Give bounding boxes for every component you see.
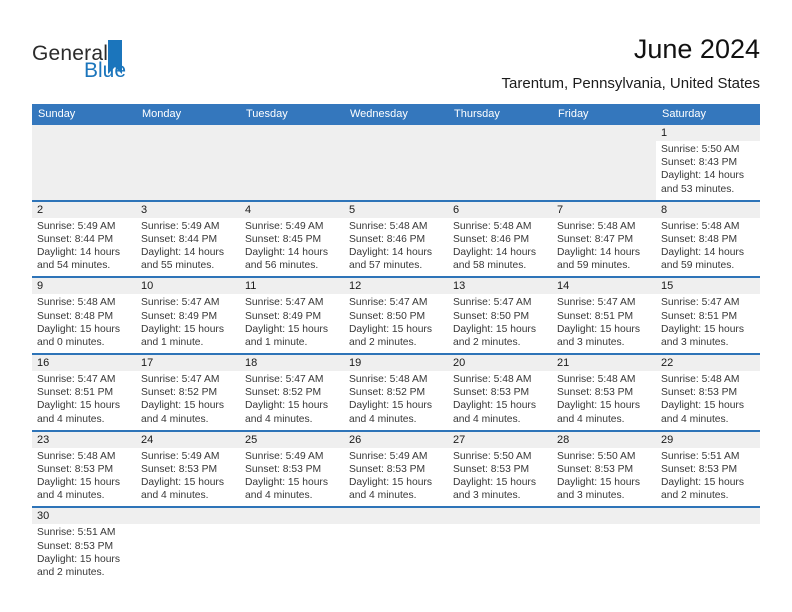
daylight-text: Daylight: 15 hours and 4 minutes. [37,477,120,502]
day-cell-23 [32,432,136,507]
day-cell-empty [136,508,240,583]
sunrise-text: Sunrise: 5:48 AM [661,220,740,232]
sunrise-text: Sunrise: 5:49 AM [141,450,220,462]
sunrise-text: Sunrise: 5:48 AM [557,220,636,232]
day-details [552,371,656,430]
day-number: 14 [557,280,570,293]
day-cell-9 [32,278,136,353]
weekday-header-row [32,104,760,125]
day-number-strip [448,355,552,371]
sunrise-text: Sunrise: 5:48 AM [453,374,532,386]
day-number: 21 [557,357,570,370]
day-number: 7 [557,203,564,216]
day-number-strip [656,508,760,524]
general-blue-logo [32,42,162,96]
day-number-strip [656,202,760,218]
day-number: 13 [453,280,466,293]
day-cell-empty [136,125,240,200]
day-cell-7 [552,202,656,277]
day-details [240,218,344,277]
daylight-text: Daylight: 15 hours and 2 minutes. [349,323,432,348]
weekday-header-sunday: Sunday [38,108,76,120]
sunrise-text: Sunrise: 5:48 AM [557,374,636,386]
day-cell-empty [552,508,656,583]
sunset-text: Sunset: 8:49 PM [141,310,218,322]
daylight-text: Daylight: 15 hours and 4 minutes. [557,400,640,425]
day-details [344,448,448,507]
logo-text-general: General [32,42,109,65]
day-number-strip [344,508,448,524]
day-number-strip [240,508,344,524]
day-number: 11 [245,280,257,293]
daylight-text: Daylight: 15 hours and 4 minutes. [453,400,536,425]
day-cell-25 [240,432,344,507]
day-cell-11 [240,278,344,353]
day-number-strip [448,202,552,218]
daylight-text: Daylight: 15 hours and 3 minutes. [557,323,640,348]
day-cell-1 [656,125,760,200]
day-number-strip [448,278,552,294]
day-details [240,294,344,353]
day-cell-26 [344,432,448,507]
week-row-5 [32,430,760,507]
sunset-text: Sunset: 8:53 PM [661,463,738,475]
day-cell-28 [552,432,656,507]
day-number: 19 [349,357,362,370]
day-number-strip [32,508,136,524]
sunrise-text: Sunrise: 5:48 AM [661,374,740,386]
day-number: 15 [661,280,674,293]
day-cell-17 [136,355,240,430]
day-cell-5 [344,202,448,277]
day-cell-27 [448,432,552,507]
sunset-text: Sunset: 8:48 PM [661,233,738,245]
sunset-text: Sunset: 8:53 PM [37,540,114,552]
day-number-strip [552,202,656,218]
day-number-strip [344,202,448,218]
sunrise-text: Sunrise: 5:48 AM [37,450,116,462]
daylight-text: Daylight: 15 hours and 4 minutes. [141,400,224,425]
day-details [344,294,448,353]
day-cell-29 [656,432,760,507]
sunrise-text: Sunrise: 5:51 AM [661,450,740,462]
sunrise-text: Sunrise: 5:49 AM [245,220,324,232]
daylight-text: Daylight: 14 hours and 54 minutes. [37,247,120,272]
day-number-strip [344,355,448,371]
day-cell-4 [240,202,344,277]
day-number-strip [32,278,136,294]
weekday-header-wednesday: Wednesday [350,108,408,120]
day-number: 6 [453,203,460,216]
daylight-text: Daylight: 15 hours and 2 minutes. [453,323,536,348]
daylight-text: Daylight: 15 hours and 0 minutes. [37,323,120,348]
sunrise-text: Sunrise: 5:48 AM [453,220,532,232]
daylight-text: Daylight: 14 hours and 57 minutes. [349,247,432,272]
day-details [448,371,552,430]
day-number-strip [32,202,136,218]
day-number-strip [656,432,760,448]
calendar [32,104,760,583]
day-details [448,294,552,353]
day-number-strip [32,432,136,448]
week-row-4 [32,353,760,430]
day-number: 1 [661,127,668,139]
daylight-text: Daylight: 15 hours and 4 minutes. [37,400,120,425]
day-cell-21 [552,355,656,430]
sunset-text: Sunset: 8:44 PM [141,233,218,245]
month-title: June 2024 [633,34,760,64]
location-subtitle: Tarentum, Pennsylvania, United States [501,75,760,93]
daylight-text: Daylight: 14 hours and 59 minutes. [557,247,640,272]
day-details [344,218,448,277]
title-block [162,34,760,92]
day-number-strip [32,125,136,141]
day-details [448,448,552,507]
sunrise-text: Sunrise: 5:47 AM [141,297,220,309]
day-number-strip [552,508,656,524]
day-details [240,371,344,430]
sunset-text: Sunset: 8:51 PM [661,310,738,322]
sunset-text: Sunset: 8:46 PM [453,233,530,245]
day-number: 23 [37,433,50,446]
weekday-header-saturday: Saturday [662,108,707,120]
day-number-strip [448,432,552,448]
sunset-text: Sunset: 8:43 PM [661,157,738,169]
sunrise-text: Sunrise: 5:50 AM [453,450,532,462]
sunset-text: Sunset: 8:53 PM [453,463,530,475]
calendar-grid [32,125,760,583]
sunset-text: Sunset: 8:53 PM [453,387,530,399]
day-cell-6 [448,202,552,277]
day-cell-empty [32,125,136,200]
day-number-strip [136,508,240,524]
day-details [32,371,136,430]
day-cell-16 [32,355,136,430]
day-number-strip [656,355,760,371]
day-cell-empty [552,125,656,200]
day-number-strip [136,202,240,218]
day-cell-24 [136,432,240,507]
day-cell-2 [32,202,136,277]
sunset-text: Sunset: 8:53 PM [661,387,738,399]
sunrise-text: Sunrise: 5:49 AM [349,450,428,462]
sunrise-text: Sunrise: 5:47 AM [661,297,740,309]
sunset-text: Sunset: 8:51 PM [557,310,634,322]
daylight-text: Daylight: 15 hours and 4 minutes. [661,400,744,425]
day-details [552,294,656,353]
day-number-strip [656,278,760,294]
day-number: 26 [349,433,362,446]
daylight-text: Daylight: 15 hours and 4 minutes. [141,477,224,502]
sunrise-text: Sunrise: 5:49 AM [141,220,220,232]
day-number-strip [552,432,656,448]
sunrise-text: Sunrise: 5:47 AM [141,374,220,386]
day-number-strip [32,355,136,371]
daylight-text: Daylight: 15 hours and 4 minutes. [349,477,432,502]
day-cell-10 [136,278,240,353]
sunset-text: Sunset: 8:53 PM [557,387,634,399]
day-number-strip [240,355,344,371]
day-cell-empty [344,125,448,200]
sunset-text: Sunset: 8:50 PM [349,310,426,322]
day-details [552,218,656,277]
day-number-strip [344,125,448,141]
day-cell-empty [240,508,344,583]
sunset-text: Sunset: 8:53 PM [37,463,114,475]
day-number-strip [448,125,552,141]
week-row-1 [32,125,760,200]
day-details [32,524,136,583]
sunset-text: Sunset: 8:53 PM [349,463,426,475]
daylight-text: Daylight: 15 hours and 4 minutes. [245,400,328,425]
day-number: 29 [661,433,674,446]
day-number: 3 [141,203,148,216]
weekday-header-tuesday: Tuesday [246,108,288,120]
day-number: 5 [349,203,356,216]
daylight-text: Daylight: 15 hours and 1 minute. [141,323,224,348]
sunrise-text: Sunrise: 5:47 AM [557,297,636,309]
day-number-strip [552,355,656,371]
day-cell-19 [344,355,448,430]
day-details [656,448,760,507]
day-cell-30 [32,508,136,583]
sunrise-text: Sunrise: 5:50 AM [661,144,740,155]
day-details [136,371,240,430]
daylight-text: Daylight: 15 hours and 4 minutes. [349,400,432,425]
sunrise-text: Sunrise: 5:50 AM [557,450,636,462]
day-details [136,218,240,277]
day-number-strip [240,125,344,141]
day-number: 27 [453,433,466,446]
day-cell-18 [240,355,344,430]
sunrise-text: Sunrise: 5:51 AM [37,527,116,539]
day-cell-3 [136,202,240,277]
day-number-strip [136,278,240,294]
day-cell-empty [344,508,448,583]
day-number-strip [448,508,552,524]
day-number: 18 [245,357,258,370]
sunset-text: Sunset: 8:47 PM [557,233,634,245]
sunrise-text: Sunrise: 5:48 AM [349,220,428,232]
sunrise-text: Sunrise: 5:48 AM [349,374,428,386]
daylight-text: Daylight: 14 hours and 58 minutes. [453,247,536,272]
day-cell-empty [448,508,552,583]
day-cell-15 [656,278,760,353]
day-cell-empty [448,125,552,200]
sunset-text: Sunset: 8:50 PM [453,310,530,322]
daylight-text: Daylight: 15 hours and 3 minutes. [453,477,536,502]
weekday-header-friday: Friday [558,108,589,120]
sunset-text: Sunset: 8:48 PM [37,310,114,322]
day-number: 10 [141,280,154,293]
day-number: 22 [661,357,674,370]
sunset-text: Sunset: 8:52 PM [245,387,322,399]
daylight-text: Daylight: 15 hours and 1 minute. [245,323,328,348]
daylight-text: Daylight: 14 hours and 53 minutes. [661,170,744,195]
day-details [656,371,760,430]
weekday-header-thursday: Thursday [454,108,500,120]
sunrise-text: Sunrise: 5:47 AM [245,374,324,386]
day-number-strip [344,432,448,448]
daylight-text: Daylight: 14 hours and 55 minutes. [141,247,224,272]
day-details [32,294,136,353]
daylight-text: Daylight: 15 hours and 3 minutes. [557,477,640,502]
day-details [32,448,136,507]
day-cell-13 [448,278,552,353]
day-cell-8 [656,202,760,277]
week-row-2 [32,200,760,277]
day-number: 4 [245,203,252,216]
sunset-text: Sunset: 8:53 PM [557,463,634,475]
day-number-strip [136,125,240,141]
day-number: 28 [557,433,570,446]
sunrise-text: Sunrise: 5:47 AM [349,297,428,309]
week-row-6 [32,506,760,583]
day-number-strip [240,432,344,448]
day-number: 25 [245,433,258,446]
daylight-text: Daylight: 14 hours and 59 minutes. [661,247,744,272]
week-row-3 [32,276,760,353]
sunset-text: Sunset: 8:44 PM [37,233,114,245]
sunset-text: Sunset: 8:52 PM [141,387,218,399]
day-number: 20 [453,357,466,370]
day-number-strip [136,355,240,371]
day-number: 17 [141,357,154,370]
daylight-text: Daylight: 15 hours and 2 minutes. [661,477,744,502]
day-cell-12 [344,278,448,353]
sunrise-text: Sunrise: 5:47 AM [453,297,532,309]
day-number: 16 [37,357,50,370]
sunset-text: Sunset: 8:45 PM [245,233,322,245]
day-details [32,218,136,277]
day-cell-22 [656,355,760,430]
daylight-text: Daylight: 15 hours and 4 minutes. [245,477,328,502]
sunrise-text: Sunrise: 5:49 AM [245,450,324,462]
daylight-text: Daylight: 15 hours and 3 minutes. [661,323,744,348]
day-number: 12 [349,280,362,293]
sunset-text: Sunset: 8:46 PM [349,233,426,245]
day-cell-14 [552,278,656,353]
day-number: 30 [37,510,50,523]
daylight-text: Daylight: 15 hours and 2 minutes. [37,553,120,578]
day-details [656,141,760,200]
day-number-strip [344,278,448,294]
day-cell-empty [240,125,344,200]
sunrise-text: Sunrise: 5:48 AM [37,297,116,309]
day-number-strip [656,125,760,141]
sunset-text: Sunset: 8:53 PM [141,463,218,475]
day-details [656,218,760,277]
sunset-text: Sunset: 8:53 PM [245,463,322,475]
sunset-text: Sunset: 8:51 PM [37,387,114,399]
day-number-strip [552,125,656,141]
day-details [136,294,240,353]
day-details [448,218,552,277]
day-cell-20 [448,355,552,430]
sunset-text: Sunset: 8:49 PM [245,310,322,322]
day-details [344,371,448,430]
daylight-text: Daylight: 14 hours and 56 minutes. [245,247,328,272]
day-details [656,294,760,353]
sunrise-text: Sunrise: 5:47 AM [245,297,324,309]
day-number-strip [136,432,240,448]
day-number-strip [240,202,344,218]
sunrise-text: Sunrise: 5:49 AM [37,220,116,232]
day-cell-empty [656,508,760,583]
day-number: 9 [37,280,44,293]
day-number-strip [240,278,344,294]
sunrise-text: Sunrise: 5:47 AM [37,374,116,386]
day-details [136,448,240,507]
sunset-text: Sunset: 8:52 PM [349,387,426,399]
day-details [240,448,344,507]
day-number-strip [552,278,656,294]
page-header [32,0,760,104]
weekday-header-monday: Monday [142,108,182,120]
day-number: 8 [661,203,668,216]
day-details [552,448,656,507]
day-number: 2 [37,203,44,216]
day-number: 24 [141,433,154,446]
logo-text-blue: Blue [84,59,127,82]
